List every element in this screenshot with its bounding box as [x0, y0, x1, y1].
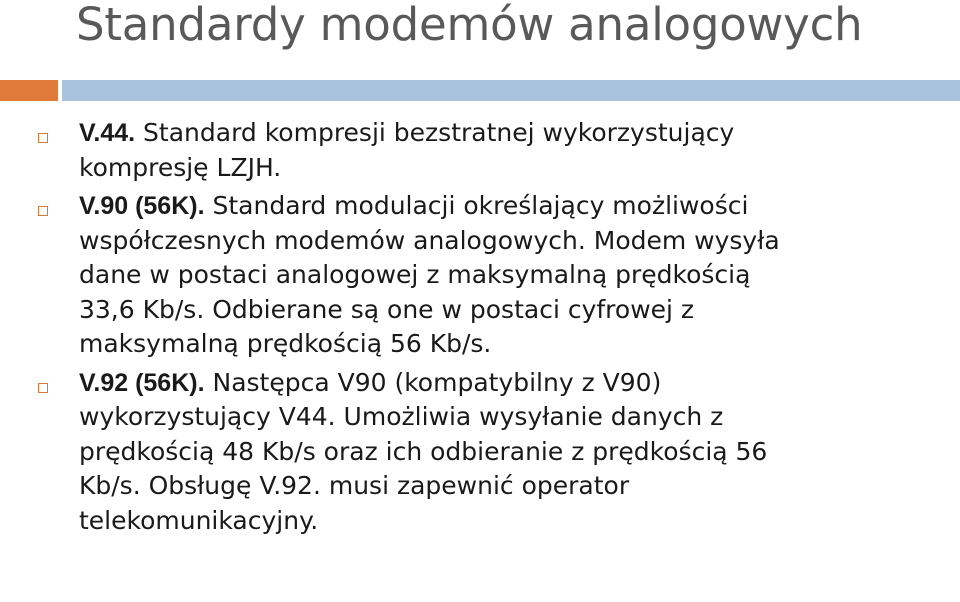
square-outline-icon [38, 206, 48, 216]
bullet-line: maksymalną prędkością 56 Kb/s. [79, 329, 492, 358]
bullet-item-v44 [0, 116, 960, 185]
bullet-line: współczesnych modemów analogowych. Modem wysyła [79, 225, 780, 255]
square-outline-icon [38, 133, 48, 143]
square-outline-icon [38, 383, 48, 393]
bullet-lead: V.44. [79, 119, 136, 147]
bullet-lead: V.90 (56K). [79, 192, 205, 220]
bullet-line: 33,6 Kb/s. Odbierane są one w postaci cyfrowej z [79, 294, 695, 324]
bullet-line: Kb/s. Obsługę V.92. musi zapewnić operator [79, 471, 630, 500]
bullet-line-text: Standard modulacji określający możliwości [204, 191, 749, 220]
bullet-line [79, 116, 960, 151]
bullet-lead: V.92 (56K). [79, 368, 205, 397]
bullet-item-v90 [0, 189, 960, 362]
bullet-item-v92 [0, 366, 960, 539]
bullet-line [79, 189, 960, 224]
slide-title: Standardy modemów analogowych [76, 0, 863, 51]
bullet-line [79, 366, 960, 401]
bullet-line: telekomunikacyjny. [79, 505, 319, 535]
accent-bar-blue [62, 80, 960, 101]
bullet-list [0, 116, 960, 542]
bullet-text [79, 116, 960, 185]
bullet-line: dane w postaci analogowej z maksymalną prędkością [79, 260, 751, 289]
bullet-line: prędkością 48 Kb/s oraz ich odbieranie z prędkością 56 [79, 436, 768, 466]
bullet-text [79, 366, 960, 539]
bullet-text [79, 189, 960, 362]
bullet-line-text: Standard kompresji bezstratnej wykorzystujący [135, 118, 735, 147]
bullet-line: kompresję LZJH. [79, 152, 282, 182]
accent-bar-orange [0, 80, 58, 101]
bullet-line-text: Następca V90 (kompatybilny z V90) [204, 367, 662, 397]
bullet-line: wykorzystujący V44. Umożliwia wysyłanie danych z [79, 402, 724, 431]
